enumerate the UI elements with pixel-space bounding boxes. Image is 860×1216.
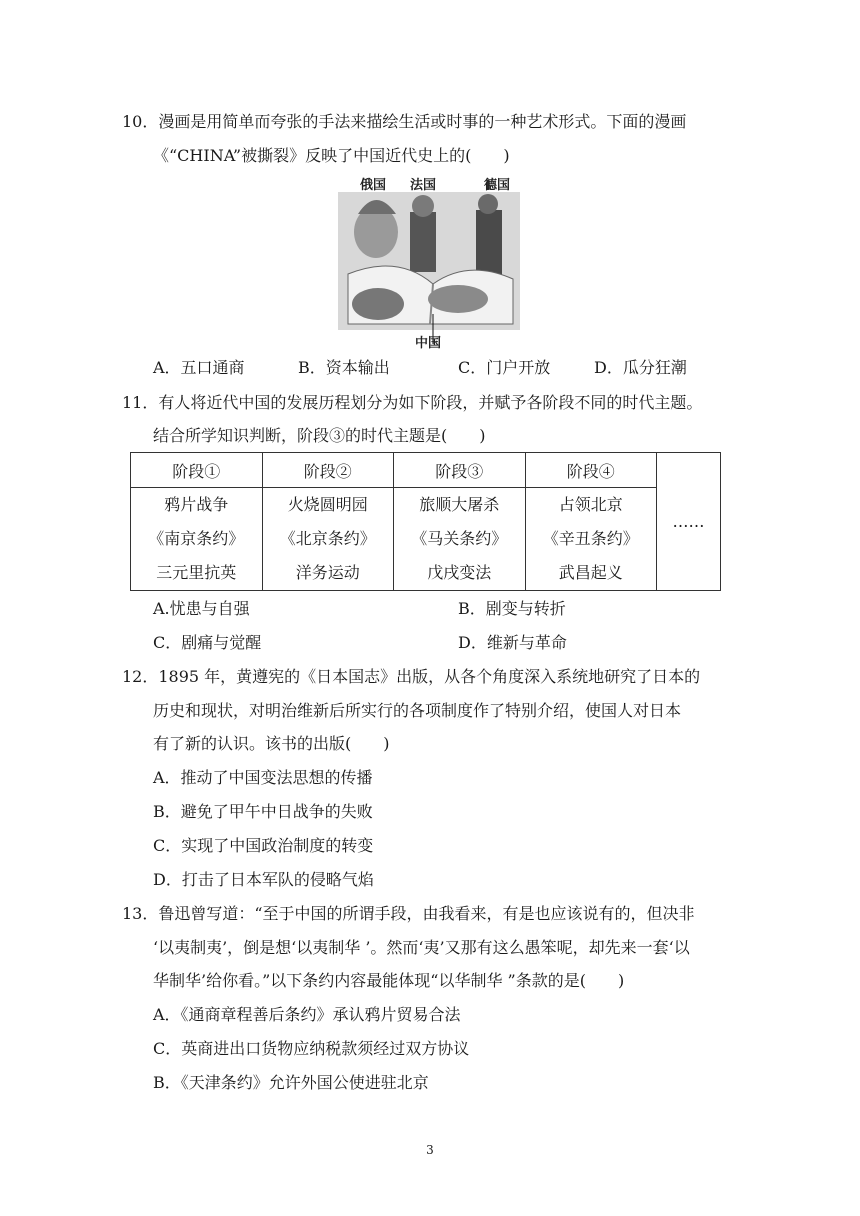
q13-option-c[interactable]: C．英商进出口货物应纳税款须经过双方协议 — [153, 1039, 470, 1058]
table-cell-stage3 — [394, 488, 526, 591]
q13-stem-line2: ‘以夷制夷’，倒是想‘以夷制华 ’。然而‘夷’又那有这么愚笨呢，却先来一套‘以 — [153, 938, 690, 957]
q12-option-d[interactable]: D．打击了日本军队的侵略气焰 — [153, 870, 374, 889]
label-france: 法国 — [410, 178, 437, 193]
q13-option-b[interactable]: B．《天津条约》允许外国公使进驻北京 — [153, 1073, 429, 1092]
q12-option-a[interactable]: A．推动了中国变法思想的传播 — [153, 768, 373, 787]
q12-stem-line1: 12．1895 年，黄遵宪的《日本国志》出版，从各个角度深入系统地研究了日本的 — [122, 667, 701, 686]
cell-text: 旅顺大屠杀 — [419, 495, 500, 514]
q10-option-d[interactable]: D．瓜分狂潮 — [594, 358, 687, 377]
table-cell-stage2 — [262, 488, 394, 591]
q12-stem-line3: 有了新的认识。该书的出版( ) — [153, 734, 390, 753]
table-ellipsis: …… — [657, 453, 721, 591]
q13-stem-line3: 华制华’给你看。”以下条约内容最能体现“以华制华 ”条款的是( ) — [153, 971, 625, 990]
q10-option-a[interactable]: A．五口通商 — [153, 358, 245, 377]
q13-option-a[interactable]: A．《通商章程善后条约》承认鸦片贸易合法 — [153, 1005, 461, 1024]
q11-option-b[interactable]: B．剧变与转折 — [458, 599, 566, 618]
q10-option-c[interactable]: C．门户开放 — [458, 358, 551, 377]
table-header-stage3: 阶段③ — [394, 453, 526, 488]
cell-text: 三元里抗英 — [156, 563, 237, 582]
table-header-stage2: 阶段② — [262, 453, 394, 488]
cell-text: 《辛丑条约》 — [542, 529, 639, 548]
q11-stem-line1: 11．有人将近代中国的发展历程划分为如下阶段，并赋予各阶段不同的时代主题。 — [122, 393, 703, 412]
q10-option-b[interactable]: B．资本输出 — [298, 358, 390, 377]
cell-text: 火烧圆明园 — [287, 495, 368, 514]
q11-option-a[interactable]: A.忧患与自强 — [153, 599, 250, 618]
q10-stem-line1: 10．漫画是用简单而夸张的手法来描绘生活或时事的一种艺术形式。下面的漫画 — [122, 112, 687, 131]
q12-option-b[interactable]: B．避免了甲午中日战争的失败 — [153, 802, 373, 821]
cell-text: 《马关条约》 — [411, 529, 508, 548]
q13-stem-line1: 13．鲁迅曾写道：“至于中国的所谓手段，由我看来，有是也应该说有的，但决非 — [122, 904, 695, 923]
label-china: 中国 — [415, 336, 442, 351]
table-header-stage1: 阶段① — [131, 453, 263, 488]
cell-text: 武昌起义 — [558, 563, 623, 582]
label-russia: 俄国 — [360, 178, 387, 193]
q11-option-c[interactable]: C．剧痛与觉醒 — [153, 633, 262, 652]
q12-stem-line2: 历史和现状，对明治维新后所实行的各项制度作了特别介绍，使国人对日本 — [153, 701, 682, 720]
table-header-stage4: 阶段④ — [525, 453, 657, 488]
cell-text: 戊戌变法 — [427, 563, 492, 582]
china-torn-cartoon — [338, 174, 520, 350]
cell-text: 占领北京 — [558, 495, 623, 514]
q11-option-d[interactable]: D．维新与革命 — [458, 633, 567, 652]
q11-stem-line2: 结合所学知识判断，阶段③的时代主题是( ) — [153, 426, 486, 445]
cell-text: 鸦片战争 — [164, 495, 229, 514]
cartoon-illustration — [338, 174, 520, 350]
cell-text: 《北京条约》 — [279, 529, 376, 548]
table-cell-stage4 — [525, 488, 657, 591]
table-cell-stage1 — [131, 488, 263, 591]
label-germany: 德国 — [484, 178, 511, 193]
cell-text: 洋务运动 — [295, 563, 360, 582]
q12-option-c[interactable]: C．实现了中国政治制度的转变 — [153, 836, 374, 855]
stages-table — [130, 452, 721, 591]
q10-stem-line2: 《“CHINA”被撕裂》反映了中国近代史上的( ) — [153, 146, 510, 165]
cell-text: 《南京条约》 — [148, 529, 245, 548]
page-number: 3 — [426, 1143, 434, 1157]
